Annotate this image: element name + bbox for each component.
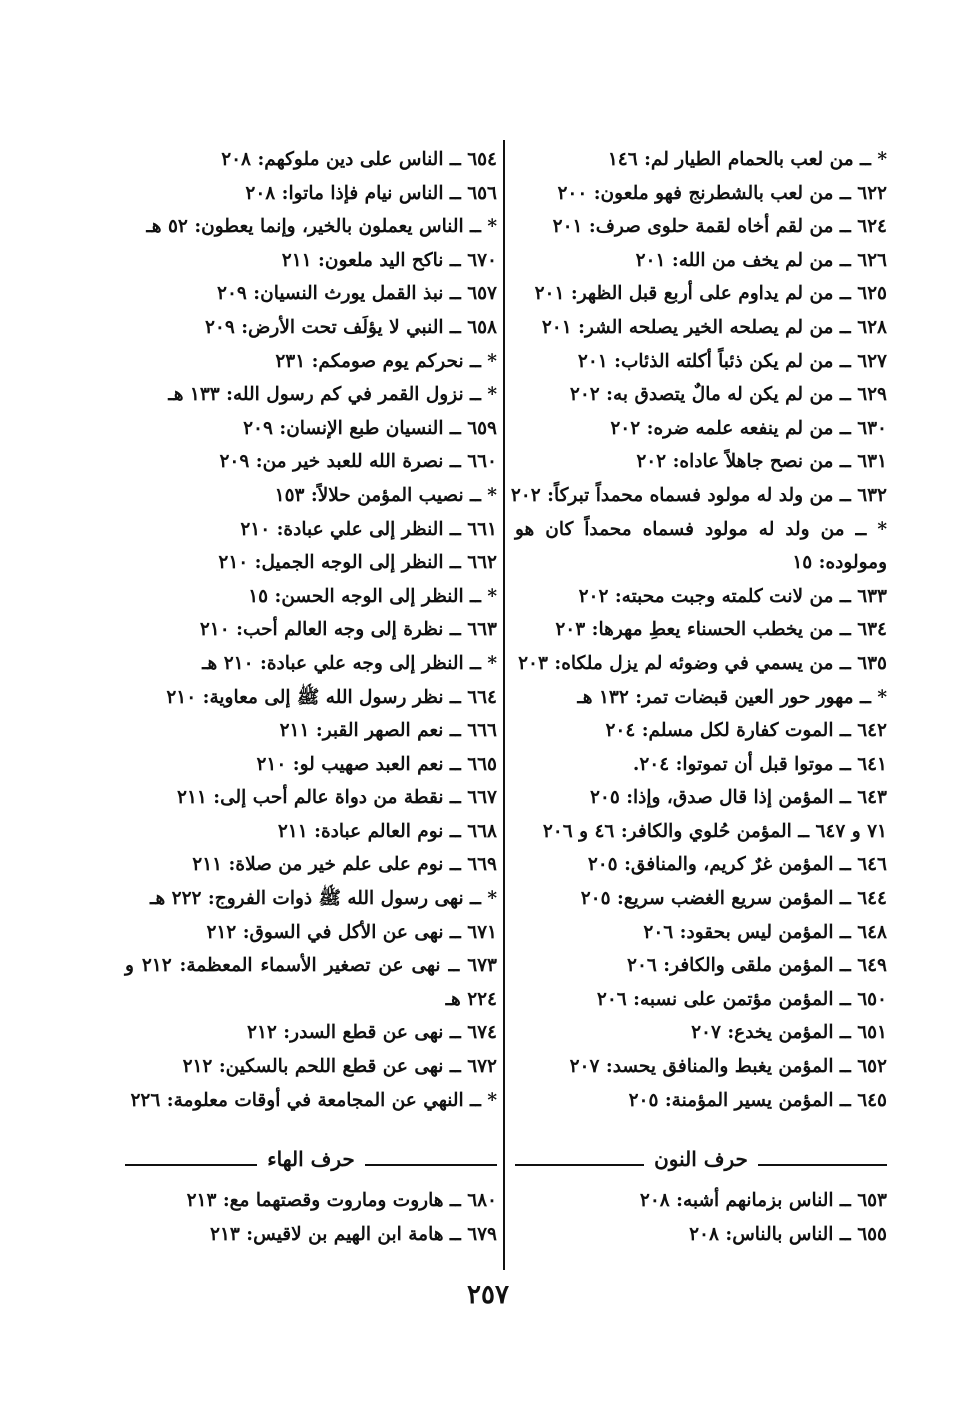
- index-entry: ٦٣٣ ــ من لانت كلمته وجبت محبته: ٢٠٢: [578, 585, 887, 607]
- index-entry: ٦٧٣ ــ نهى عن تصغير الأسماء المعظمة: ٢١٢ و ٢٢٤ هـ: [125, 955, 497, 1010]
- index-entry: ٦٦١ ــ النظر إلى علي عبادة: ٢١٠: [240, 518, 497, 540]
- index-entry: ٦٦٦ ــ نعم الصهر القبر: ٢١١: [279, 720, 497, 742]
- index-entry: ٦٧١ ــ نهى عن الأكل في السوق: ٢١٢: [206, 921, 497, 943]
- index-entry: ٦٦٥ ــ نعم العبد صهيب لو: ٢١٠: [256, 753, 497, 775]
- index-entry: ٦٣٥ ــ من يسمي في وضوئه لم يزل ملكاه: ٢٠٣: [518, 652, 887, 674]
- index-entry: ٦٦٠ ــ نصرة الله للعبد خير من: ٢٠٩: [219, 451, 497, 473]
- index-entry: ٦٧٢ ــ نهى عن قطع اللحم بالسكين: ٢١٢: [182, 1056, 497, 1078]
- index-entry: ٦٢٤ ــ من لقم أخاه لقمة حلوى صرف: ٢٠١: [552, 216, 887, 238]
- index-entry: ٦٤٦ ــ المؤمن غرٌ كريم، والمنافق: ٢٠٥: [587, 854, 887, 876]
- index-entry: ٦٤١ ــ موتوا قبل أن تموتوا: ٢٠٤.: [632, 753, 887, 775]
- index-entry: * ــ الناس يعملون بالخير، وإنما يعطون: ٥٢ هـ: [146, 216, 497, 238]
- index-entry: ٦٥٣ ــ الناس بزمانهم أشبه: ٢٠٨: [639, 1190, 887, 1211]
- index-entry: ٦٤٣ ــ المؤمن إذا قال صدق، وإذا: ٢٠٥: [589, 787, 887, 809]
- index-entry: ٦٥٥ ــ الناس بالناس: ٢٠٨: [689, 1223, 887, 1245]
- column-divider: [503, 140, 505, 1270]
- index-entry: * ــ من لعب بالحمام الطيار لم: ١٤٦: [607, 149, 887, 170]
- index-entry: ٦٢٦ ــ من لم يخف من الله: ٢٠١: [635, 249, 887, 271]
- right-column: [510, 143, 887, 1117]
- index-entry: * ــ النهي عن المجامعة في أوقات معلومة: ٢٢٦: [130, 1089, 497, 1111]
- index-entry: ٦٦٧ ــ نقطة من دواة عالم أحب إلى: ٢١١: [177, 787, 497, 809]
- index-entry: ٦٥٤ ــ الناس على دين ملوكهم: ٢٠٨: [221, 149, 497, 170]
- index-entry: ٦٦٩ ــ نوم على علم خير من صلاة: ٢١١: [192, 854, 497, 876]
- index-entry: ٦٤٥ ــ المؤمن يسير المؤمنة: ٢٠٥: [628, 1089, 887, 1111]
- index-entry: ٦٢٨ ــ من لم يصلحه الخير يصلحه الشر: ٢٠١: [541, 316, 887, 338]
- index-entry: ٦٤٩ ــ المؤمن ملقى والكافر: ٢٠٦: [627, 955, 887, 977]
- index-entry: * ــ نحركم يوم صومكم: ٢٣١: [275, 350, 497, 372]
- index-entry: * ــ نصيب المؤمن حلالاً: ١٥٣: [274, 484, 497, 506]
- section-heading-nun: [515, 1143, 887, 1183]
- ha-entries: [125, 1184, 497, 1251]
- index-entry: ٦٤٢ ــ الموت كفارة لكل مسلم: ٢٠٤: [605, 720, 887, 742]
- index-entry: ٦٦٣ ــ نظرة إلى وجه العالم أحب: ٢١٠: [199, 619, 497, 641]
- index-entry: ٦٥٨ ــ النبي لا يؤلَف تحت الأرض: ٢٠٩: [204, 316, 497, 338]
- index-entry: ٧١ و ٦٤٧ ــ المؤمن حُلوي والكافر: ٤٦ و ٢٠٦: [542, 820, 887, 842]
- index-entry: ٦٢٩ ــ من لم يكن له مالٌ يتصدق به: ٢٠٢: [569, 384, 887, 406]
- nun-entries: [515, 1184, 887, 1251]
- index-entry: ٦٣١ ــ من نصح جاهلاً عاداه: ٢٠٢: [636, 451, 887, 473]
- index-entry: * ــ نزول القمر في كم رسول الله: ١٣٣ هـ: [168, 384, 497, 406]
- index-entry: ٦٢٢ ــ من لعب بالشطرنج فهو ملعون: ٢٠٠: [557, 182, 887, 204]
- index-entry: ٦٣٢ ــ من ولد له مولود فسماه محمداً تبركاً: ٢٠٢: [510, 484, 887, 506]
- index-entry: ٦٣٤ ــ من يخطب الحسناء يعطِ مهرها: ٢٠٣: [555, 619, 887, 641]
- index-entry: ٦٤٨ ــ المؤمن ليس بحقود: ٢٠٦: [643, 921, 887, 943]
- section-heading-ha: [125, 1143, 497, 1183]
- index-entry: * ــ النظر إلى الوجه الحسن: ١٥: [248, 585, 497, 607]
- section-title: حرف النون: [644, 1147, 758, 1171]
- index-entry: ٦٢٧ ــ من لم يكن ذئباً أكلته الذئاب: ٢٠١: [577, 350, 887, 372]
- index-entry: ٦٨٠ ــ هاروت وماروت وقصتهما مع: ٢١٣: [186, 1190, 497, 1211]
- index-entry: ٦٦٢ ــ النظر إلى الوجه الجميل: ٢١٠: [218, 552, 497, 574]
- left-column: [125, 143, 497, 1117]
- index-entry: ٦٥٦ ــ الناس نيام فإذا ماتوا: ٢٠٨: [245, 182, 497, 204]
- index-entry: * ــ من ولد له مولود فسماه محمداً كان هو ومولوده: ١٥: [515, 518, 887, 574]
- index-entry: ٦٧٤ ــ نهى عن قطع السدر: ٢١٢: [247, 1022, 497, 1044]
- index-entry: ٦٧٩ ــ هامة ابن الهيم بن لاقيس: ٢١٣: [210, 1223, 497, 1245]
- index-entry: ٦٦٨ ــ نوم العالم عبادة: ٢١١: [277, 820, 497, 842]
- index-entry: ٦٥٠ ــ المؤمن مؤتمن على نسبه: ٢٠٦: [596, 988, 887, 1010]
- index-entry: ٦٥١ ــ المؤمن يخدع: ٢٠٧: [691, 1022, 887, 1044]
- index-entry: ٦٥٧ ــ نبذ القمل يورث النسيان: ٢٠٩: [217, 283, 497, 305]
- index-entry: * ــ نهى رسول الله ﷺ ذوات الفروج: ٢٢٢ هـ: [150, 888, 497, 910]
- index-entry: * ــ مهور حور العين قبضات تمر: ١٣٢ هـ: [577, 686, 887, 708]
- page-number: ٢٥٧: [467, 1280, 509, 1310]
- index-entry: ٦٥٢ ــ المؤمن يغبط والمنافق يحسد: ٢٠٧: [569, 1056, 887, 1078]
- index-entry: ٦٦٤ ــ نظر رسول الله ﷺ إلى معاوية: ٢١٠: [166, 686, 497, 708]
- index-entry: ٦٧٠ ــ ناكح اليد ملعون: ٢١١: [281, 249, 497, 271]
- index-entry: ٦٣٠ ــ من لم ينفعه علمه ضره: ٢٠٢: [610, 417, 887, 439]
- index-entry: ٦٢٥ ــ من لم يداوم على أربع قبل الظهر: ٢٠١: [534, 283, 887, 305]
- section-title: حرف الهاء: [257, 1147, 364, 1171]
- index-entry: * ــ النظر إلى وجه علي عبادة: ٢١٠ هـ: [202, 652, 497, 674]
- index-entry: ٦٥٩ ــ النسيان طبع الإنسان: ٢٠٩: [243, 417, 497, 439]
- index-entry: ٦٤٤ ــ المؤمن سريع الغضب سريع: ٢٠٥: [580, 888, 887, 910]
